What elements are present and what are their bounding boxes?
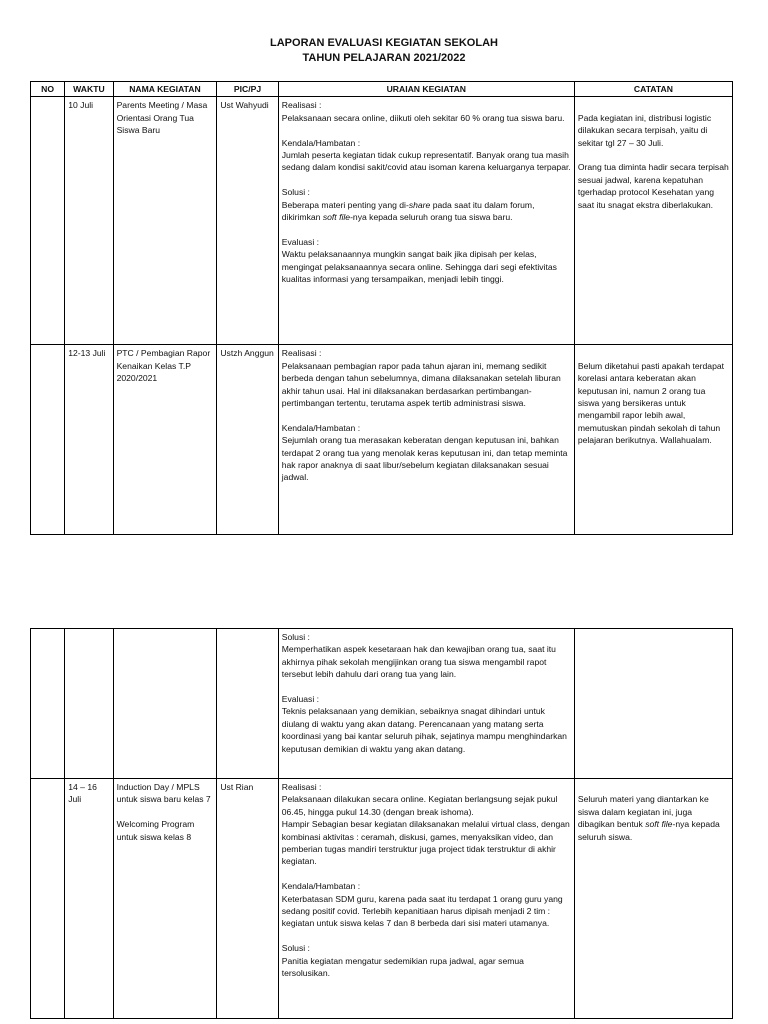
cell-no — [31, 629, 65, 779]
catatan-text-c: -nya kepada seluruh siswa. — [577, 819, 720, 842]
cell-waktu: 10 Juli — [65, 97, 113, 345]
title-line-2: TAHUN PELAJARAN 2021/2022 — [302, 52, 466, 64]
report-table — [30, 81, 733, 535]
realisasi-block — [282, 99, 571, 124]
cell-waktu: 12-13 Juli — [65, 345, 113, 535]
solusi-block — [282, 631, 571, 681]
catatan-text: Belum diketahui pasti apakah terdapat korelasi antara keberatan akan keputusan ini, namun 2 orang tua siswa yang bersikeras untuk mengambil rapor lebih awal, memutuskan pindah sekolah di tahun pelajaran berikutnya. Wallahualam. — [577, 360, 725, 446]
table-row — [31, 345, 733, 535]
cell-no — [31, 345, 65, 535]
column-header-uraian: URAIAN KEGIATAN — [278, 82, 574, 97]
kendala-label: Kendala/Hambatan : — [281, 881, 361, 892]
catatan-text — [578, 793, 729, 843]
solusi-text-a: Beberapa materi penting yang di- — [281, 199, 409, 210]
column-header-no: NO — [31, 82, 65, 97]
cell-uraian — [278, 629, 574, 779]
catatan-text: Pada kegiatan ini, distribusi logistic dilakukan secara terpisah, yaitu di sekitar tgl 27 – 30 Juli. — [577, 112, 712, 148]
cell-pic — [217, 629, 278, 779]
table-row — [31, 629, 733, 779]
evaluasi-block — [282, 236, 571, 286]
table-row — [31, 97, 733, 345]
cell-waktu — [65, 629, 113, 779]
cell-uraian — [278, 779, 574, 1019]
realisasi-block — [282, 347, 571, 409]
realisasi-text: Pelaksanaan dilakukan secara online. Kegiatan berlangsung sejak pukul 06.45, hingga pukul 14.30 (dengan break ishoma). — [281, 794, 558, 817]
solusi-text: Memperhatikan aspek kesetaraan hak dan kewajiban orang tua, saat itu akhirnya pihak sekolah mengijinkan orang tua siswa mengambil rapot tersebut lebih dahulu dari orang tua yang lain. — [281, 644, 556, 680]
evaluasi-text: Teknis pelaksanaan yang demikian, sebaiknya snagat dihindari untuk diulang di waktu yang akan datang. Perencanaan yang matang serta koordinasi yang bai kantar seluruh pihak, sejatinya mampu menghindarkan keputusan demikian di waktu yang akan datang. — [281, 706, 567, 754]
cell-pic: Ust Rian — [217, 779, 278, 1019]
solusi-italic-share: share — [408, 199, 431, 210]
cell-pic: Ust Wahyudi — [217, 97, 278, 345]
catatan-text-a: Seluruh materi yang diantarkan ke siswa dalam kegiatan ini, juga dibagikan bentuk — [577, 794, 709, 830]
solusi-label: Solusi : — [281, 943, 310, 954]
evaluasi-label: Evaluasi : — [281, 694, 320, 705]
kendala-text: Sejumlah orang tua merasakan keberatan dengan keputusan ini, bahkan terdapat 2 orang tua yang menolak keras keputusan ini, dan tetap meminta hak rapor anaknya di saat libur/sebelum kegiatan dilaksanakan sesuai jadwal. — [281, 435, 568, 483]
table-header-row — [31, 82, 733, 97]
solusi-label: Solusi : — [281, 632, 310, 642]
catatan-italic-soft-file: soft file — [645, 819, 673, 830]
table-row — [31, 779, 733, 1019]
kendala-block — [282, 880, 571, 930]
column-header-pic: PIC/PJ — [217, 82, 278, 97]
column-header-catatan: CATATAN — [574, 82, 732, 97]
kendala-block — [282, 137, 571, 174]
realisasi-label: Realisasi : — [281, 348, 322, 359]
cell-nama-kegiatan — [113, 629, 217, 779]
title-line-1: LAPORAN EVALUASI KEGIATAN SEKOLAH — [270, 37, 498, 49]
cell-catatan — [574, 629, 732, 779]
cell-nama-kegiatan: Parents Meeting / Masa Orientasi Orang Tua Siswa Baru — [113, 97, 217, 345]
realisasi-text: Pelaksanaan secara online, diikuti oleh sekitar 60 % orang tua siswa baru. — [281, 112, 565, 123]
kendala-text: Keterbatasan SDM guru, karena pada saat itu terdapat 1 orang guru yang sedang positif covid. Terlebih kepanitiaan harus dipisah menjadi 2 tim : kegiatan untuk siswa kelas 7 dan 8 berbeda dari sisi materi utamanya. — [281, 893, 563, 929]
report-title — [0, 36, 768, 66]
evaluasi-text: Waktu pelaksanaannya mungkin sangat baik jika dipisah per kelas, mengingat pelaksanaannya secara online. Sehingga dari segi efektivitas kualitas informasi yang tersampaikan, menjadi lebih tinggi. — [281, 249, 557, 285]
solusi-text-e: -nya kepada seluruh orang tua siswa baru. — [350, 212, 513, 223]
solusi-text: Panitia kegiatan mengatur sedemikian rupa jadwal, agar semua tersolusikan. — [281, 955, 524, 979]
evaluasi-block — [282, 693, 571, 755]
realisasi-text: Pelaksanaan pembagian rapor pada tahun ajaran ini, memang sedikit berbeda dengan tahun sebelumnya, dimana dilaksanakan setelah liburan akhir tahun usai. Hal ini dilaksanakan berdasarkan pertimbangan-pertimbangan tertentu, terutama aspek tertib administrasi siswa. — [281, 360, 561, 409]
solusi-block — [282, 942, 571, 979]
kendala-label: Kendala/Hambatan : — [281, 422, 361, 433]
solusi-block — [282, 186, 571, 223]
realisasi-text-2: Hampir Sebagian besar kegiatan dilaksanakan melalui virtual class, dengan kombinasi aktivitas : ceramah, diskusi, games, menyaksikan video, dan pemberian tugas mandiri terstruktur juga project tidak terstruktur di akhir kegiatan. — [281, 819, 570, 867]
column-header-waktu: WAKTU — [65, 82, 113, 97]
cell-catatan — [574, 97, 732, 345]
realisasi-label: Realisasi : — [281, 100, 322, 111]
nama-kegiatan-text: Welcoming Program untuk siswa kelas 8 — [116, 819, 195, 842]
kendala-label: Kendala/Hambatan : — [281, 137, 361, 148]
solusi-text-c: pada saat itu dalam forum, dikirimkan — [281, 199, 535, 223]
cell-no — [31, 97, 65, 345]
solusi-italic-soft-file: soft file — [322, 212, 351, 223]
cell-catatan — [574, 779, 732, 1019]
cell-uraian — [278, 97, 574, 345]
cell-pic: Ustzh Anggun — [217, 345, 278, 535]
realisasi-label: Realisasi : — [281, 782, 322, 792]
column-header-nama-kegiatan: NAMA KEGIATAN — [113, 82, 217, 97]
catatan-text: Orang tua diminta hadir secara terpisah sesuai jadwal, karena kepatuhan tgerhadap protocol Kesehatan yang saat itu snagat ekstra diberlakukan. — [577, 162, 729, 210]
cell-no — [31, 779, 65, 1019]
cell-nama-kegiatan — [113, 779, 217, 1019]
cell-waktu: 14 – 16 Juli — [65, 779, 113, 1019]
realisasi-block — [282, 781, 571, 868]
cell-catatan — [574, 345, 732, 535]
cell-uraian — [278, 345, 574, 535]
cell-nama-kegiatan: PTC / Pembagian Rapor Kenaikan Kelas T.P 2020/2021 — [113, 345, 217, 535]
nama-kegiatan-text: Induction Day / MPLS untuk siswa baru kelas 7 — [116, 782, 211, 805]
solusi-label: Solusi : — [281, 187, 310, 198]
evaluasi-label: Evaluasi : — [281, 236, 320, 247]
report-table-continued — [30, 628, 733, 1019]
kendala-block — [282, 422, 571, 484]
kendala-text: Jumlah peserta kegiatan tidak cukup representatif. Banyak orang tua masih sedang dalam kondisi sakit/covid atau isoman karena keluarganya terpapar. — [281, 150, 571, 173]
